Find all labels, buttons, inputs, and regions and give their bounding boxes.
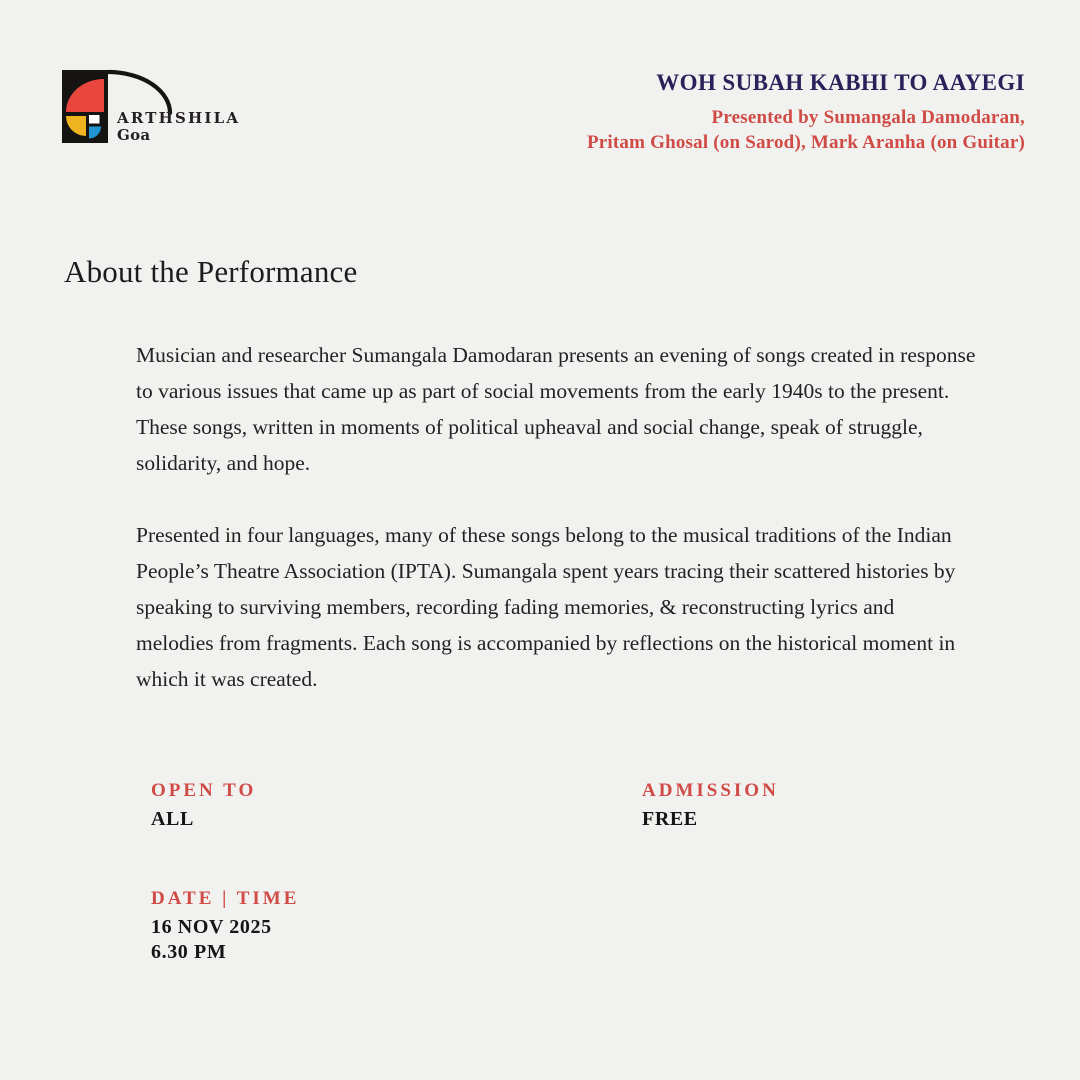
date-time-label: DATE | TIME [151, 888, 300, 909]
time-value: 6.30 PM [151, 941, 227, 963]
presenter-line-1: Presented by Sumangala Damodaran, [711, 107, 1025, 128]
detail-date-time [151, 888, 299, 965]
event-title: WOH SUBAH KABHI TO AAYEGI [656, 70, 1025, 95]
section-heading: About the Performance [64, 254, 358, 289]
open-to-value: ALL [151, 808, 194, 830]
detail-admission [642, 780, 779, 832]
brand-text [117, 110, 240, 143]
open-to-label: OPEN TO [151, 780, 257, 801]
brand-location: Goa [117, 126, 151, 144]
about-paragraph-1: Musician and researcher Sumangala Damodaran presents an evening of songs created in response to various issues that came up as part of social movements from the early 1940s to the present. These songs, written in moments of political upheaval and social change, speak of struggle, solidarity, and hope. [136, 343, 976, 475]
event-presenters [385, 105, 1025, 155]
detail-open-to [151, 780, 256, 832]
presenter-line-2: Pritam Ghosal (on Sarod), Mark Aranha (on Guitar) [586, 132, 1025, 153]
admission-label: ADMISSION [642, 780, 779, 801]
date-time-value [151, 915, 299, 965]
event-header [385, 70, 1025, 155]
date-value: 16 NOV 2025 [151, 916, 272, 938]
admission-value: FREE [642, 808, 698, 830]
brand-name: ARTHSHILA [117, 109, 241, 127]
about-paragraphs [136, 337, 976, 697]
about-paragraph-2: Presented in four languages, many of these songs belong to the musical traditions of the Indian People’s Theatre Association (IPTA). Sumangala spent years tracing their scattered histories by speaking to surviving members, recording fading memories, & reconstructing lyrics and melodies from fragments. Each song is accompanied by reflections on the historical moment in which it was created. [136, 523, 956, 691]
